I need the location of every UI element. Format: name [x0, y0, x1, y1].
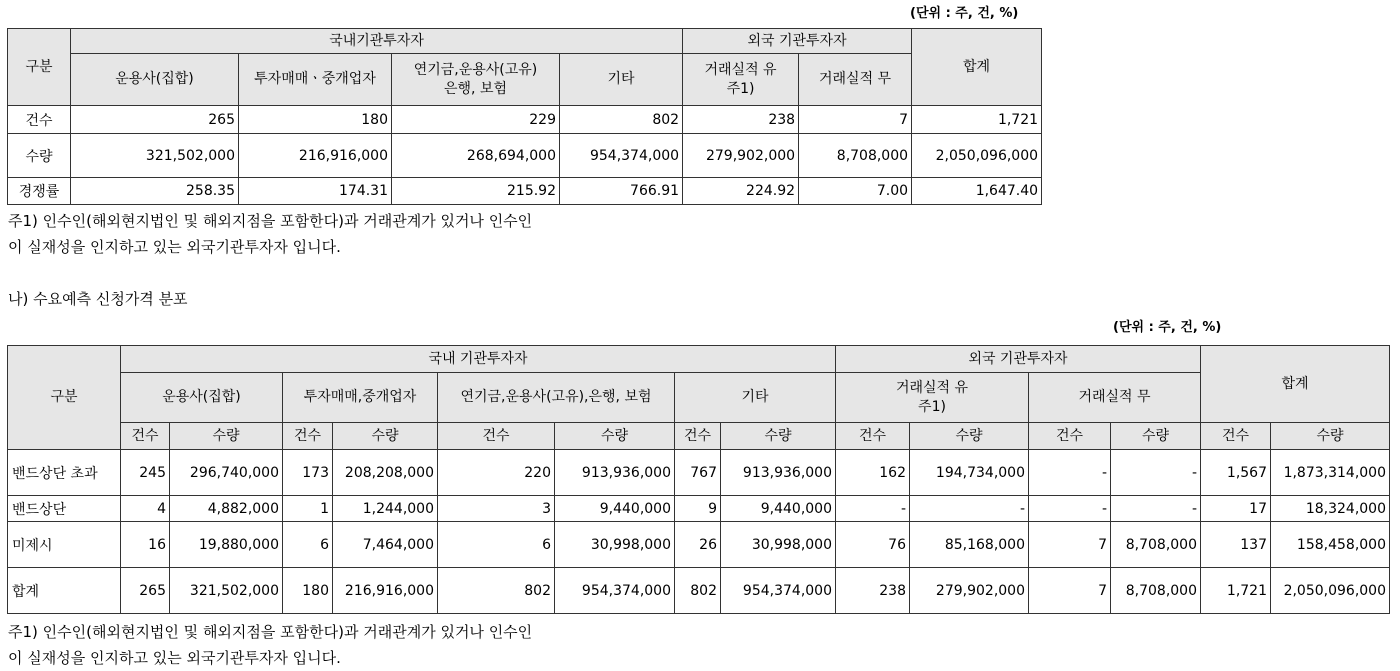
table-cell: 1	[283, 496, 333, 522]
header-domestic: 국내 기관투자자	[121, 346, 836, 373]
table-cell: 913,936,000	[721, 450, 836, 496]
table-cell: 9,440,000	[555, 496, 675, 522]
row-label: 밴드상단 초과	[8, 450, 121, 496]
header-gubun: 구분	[8, 346, 121, 450]
table-cell: 30,998,000	[555, 522, 675, 568]
footnote-line-1: 주1) 인수인(해외현지법인 및 해외지점을 포함한다)과 거래관계가 있거나 인수인	[8, 212, 533, 230]
table-cell: 802	[675, 568, 721, 614]
footnote-line-1: 주1) 인수인(해외현지법인 및 해외지점을 포함한다)과 거래관계가 있거나 인수인	[8, 623, 533, 641]
table-cell: 7.00	[799, 178, 912, 205]
table-cell: 238	[683, 106, 799, 134]
table-row	[8, 568, 1390, 614]
table-cell: 1,567	[1201, 450, 1271, 496]
table-cell: 8,708,000	[799, 134, 912, 178]
table-cell: 7	[1029, 568, 1111, 614]
table-cell: 162	[836, 450, 910, 496]
table-cell: -	[1111, 450, 1201, 496]
table-cell: 9	[675, 496, 721, 522]
table-cell: 220	[438, 450, 555, 496]
row-label: 합계	[8, 568, 121, 614]
table-cell: 3	[438, 496, 555, 522]
table-cell: 802	[560, 106, 683, 134]
table-cell: 173	[283, 450, 333, 496]
subheader: 거래실적 무	[1029, 373, 1201, 423]
table-cell: 30,998,000	[721, 522, 836, 568]
header-domestic: 국내기관투자자	[71, 29, 683, 54]
header-foreign: 외국 기관투자자	[836, 346, 1201, 373]
row-label: 밴드상단	[8, 496, 121, 522]
unit-label-1: (단위 : 주, 건, %)	[910, 6, 1019, 21]
table-cell: 174.31	[239, 178, 392, 205]
table-row	[8, 522, 1390, 568]
table-cell: 216,916,000	[333, 568, 438, 614]
count-header: 건수	[675, 423, 721, 450]
subheader: 운용사(집합)	[71, 54, 239, 106]
count-header: 건수	[1029, 423, 1111, 450]
table-cell: 1,873,314,000	[1271, 450, 1390, 496]
table-cell: 1,721	[1201, 568, 1271, 614]
quantity-header: 수량	[170, 423, 283, 450]
table-cell: 17	[1201, 496, 1271, 522]
table-cell: 802	[438, 568, 555, 614]
table-cell: 258.35	[71, 178, 239, 205]
table-cell: 8,708,000	[1111, 522, 1201, 568]
quantity-header: 수량	[1111, 423, 1201, 450]
row-label: 경쟁률	[8, 178, 71, 205]
table-cell: 224.92	[683, 178, 799, 205]
table-cell: 18,324,000	[1271, 496, 1390, 522]
table-cell: 268,694,000	[392, 134, 560, 178]
row-label: 수량	[8, 134, 71, 178]
subheader: 투자매매ㆍ중개업자	[239, 54, 392, 106]
table-cell: 19,880,000	[170, 522, 283, 568]
subheader: 거래실적 유 주1)	[836, 373, 1029, 423]
table-row	[8, 106, 1042, 134]
table-cell: -	[1029, 496, 1111, 522]
table-cell: 7	[1029, 522, 1111, 568]
section-title: 나) 수요예측 신청가격 분포	[8, 290, 188, 308]
table-cell: 158,458,000	[1271, 522, 1390, 568]
table-cell: 6	[438, 522, 555, 568]
table-cell: 229	[392, 106, 560, 134]
table-cell: 279,902,000	[910, 568, 1029, 614]
footnote-line-2: 이 실재성을 인지하고 있는 외국기관투자자 입니다.	[8, 238, 341, 256]
subheader: 거래실적 유 주1)	[683, 54, 799, 106]
table-cell: 180	[239, 106, 392, 134]
table-cell: 137	[1201, 522, 1271, 568]
table-cell: 245	[121, 450, 170, 496]
table-cell: 265	[71, 106, 239, 134]
table-cell: 4,882,000	[170, 496, 283, 522]
table-row	[8, 134, 1042, 178]
count-header: 건수	[438, 423, 555, 450]
table-cell: 85,168,000	[910, 522, 1029, 568]
header-gubun: 구분	[8, 29, 71, 106]
table-cell: 26	[675, 522, 721, 568]
table-cell: 215.92	[392, 178, 560, 205]
header-total: 합계	[912, 29, 1042, 106]
subheader: 기타	[675, 373, 836, 423]
table-cell: -	[1029, 450, 1111, 496]
quantity-header: 수량	[333, 423, 438, 450]
table-cell: 6	[283, 522, 333, 568]
table-cell: 2,050,096,000	[912, 134, 1042, 178]
count-header: 건수	[836, 423, 910, 450]
table-cell: 9,440,000	[721, 496, 836, 522]
table-cell: 194,734,000	[910, 450, 1029, 496]
table-cell: 265	[121, 568, 170, 614]
table-cell: -	[1111, 496, 1201, 522]
table-cell: 954,374,000	[560, 134, 683, 178]
subheader: 거래실적 무	[799, 54, 912, 106]
count-header: 건수	[121, 423, 170, 450]
table-cell: 766.91	[560, 178, 683, 205]
subscription-summary-table	[7, 28, 1042, 205]
table-cell: 76	[836, 522, 910, 568]
quantity-header: 수량	[721, 423, 836, 450]
table-cell: 7	[799, 106, 912, 134]
table-cell: 954,374,000	[555, 568, 675, 614]
table-cell: 1,244,000	[333, 496, 438, 522]
table-cell: 1,721	[912, 106, 1042, 134]
quantity-header: 수량	[555, 423, 675, 450]
table-row	[8, 450, 1390, 496]
subheader: 운용사(집합)	[121, 373, 283, 423]
unit-label-2: (단위 : 주, 건, %)	[1113, 320, 1222, 335]
table-cell: 2,050,096,000	[1271, 568, 1390, 614]
subheader: 연기금,운용사(고유) 은행, 보험	[392, 54, 560, 106]
table-row	[8, 178, 1042, 205]
subheader: 연기금,운용사(고유),은행, 보험	[438, 373, 675, 423]
subheader: 기타	[560, 54, 683, 106]
table-cell: 7,464,000	[333, 522, 438, 568]
table-cell: 767	[675, 450, 721, 496]
table-cell: -	[836, 496, 910, 522]
table-cell: 279,902,000	[683, 134, 799, 178]
price-distribution-table	[7, 345, 1390, 614]
table-cell: 238	[836, 568, 910, 614]
footnote-line-2: 이 실재성을 인지하고 있는 외국기관투자자 입니다.	[8, 649, 341, 667]
table-cell: 16	[121, 522, 170, 568]
table-cell: 216,916,000	[239, 134, 392, 178]
table-cell: 296,740,000	[170, 450, 283, 496]
table-cell: 321,502,000	[170, 568, 283, 614]
table-cell: 208,208,000	[333, 450, 438, 496]
quantity-header: 수량	[1271, 423, 1390, 450]
subheader: 투자매매,중개업자	[283, 373, 438, 423]
table-row	[8, 496, 1390, 522]
count-header: 건수	[283, 423, 333, 450]
table-cell: 4	[121, 496, 170, 522]
table-cell: -	[910, 496, 1029, 522]
table-cell: 8,708,000	[1111, 568, 1201, 614]
header-total: 합계	[1201, 346, 1390, 423]
row-label: 미제시	[8, 522, 121, 568]
header-foreign: 외국 기관투자자	[683, 29, 912, 54]
table-cell: 913,936,000	[555, 450, 675, 496]
table-cell: 1,647.40	[912, 178, 1042, 205]
table-cell: 321,502,000	[71, 134, 239, 178]
quantity-header: 수량	[910, 423, 1029, 450]
row-label: 건수	[8, 106, 71, 134]
table-cell: 954,374,000	[721, 568, 836, 614]
count-header: 건수	[1201, 423, 1271, 450]
table-cell: 180	[283, 568, 333, 614]
